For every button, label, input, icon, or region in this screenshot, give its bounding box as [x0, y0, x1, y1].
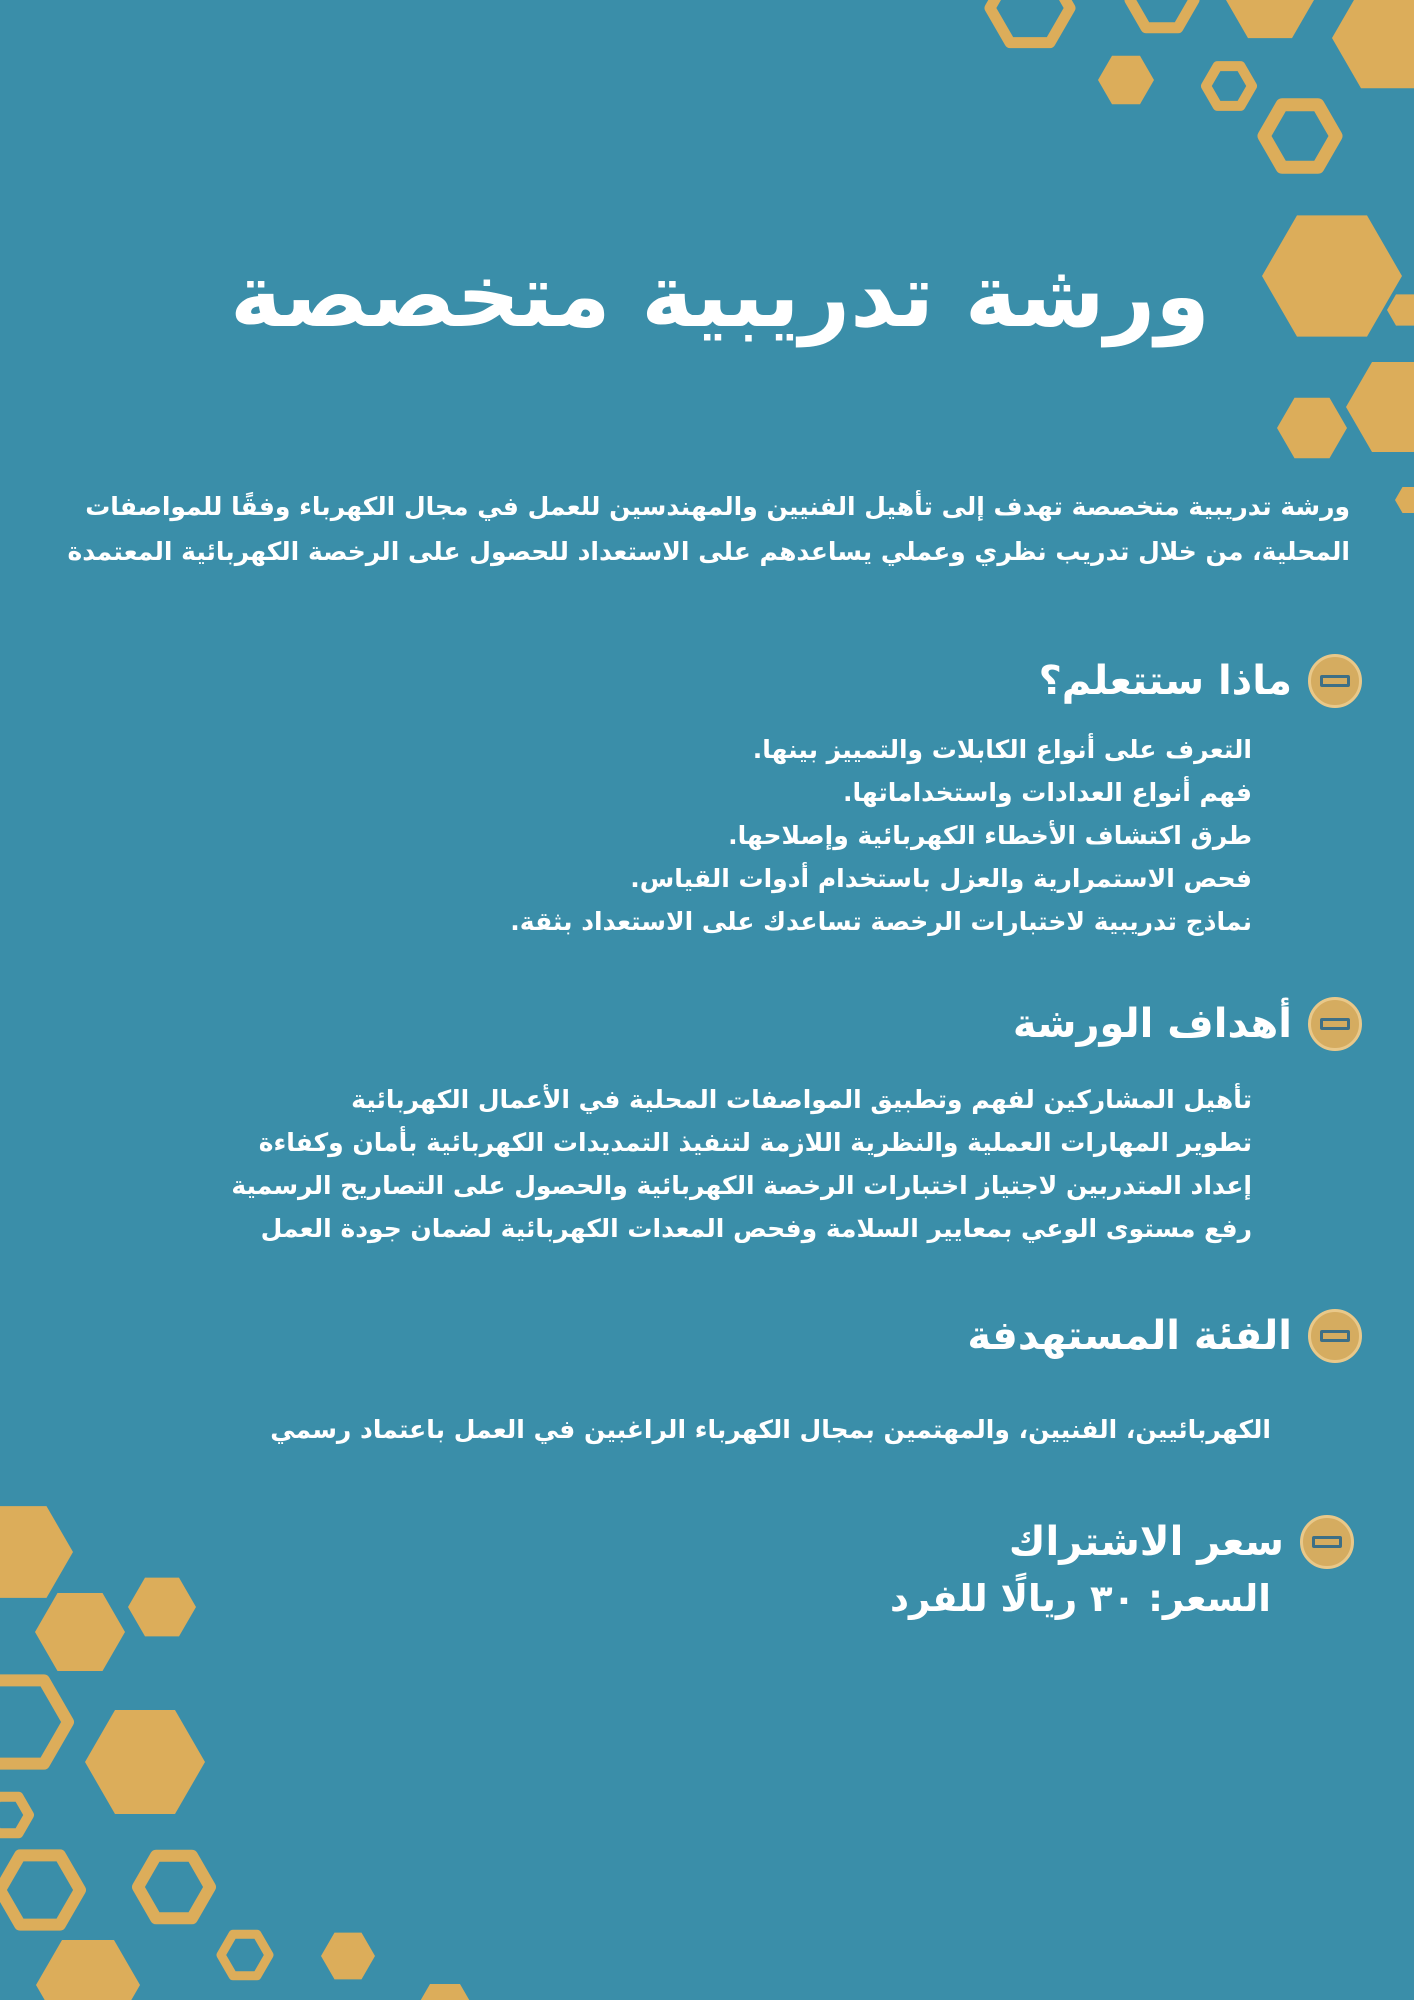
audience-heading: الفئة المستهدفة [967, 1313, 1292, 1359]
goals-heading: أهداف الورشة [1012, 1001, 1292, 1047]
list-item: التعرف على أنواع الكابلات والتمييز بينها. [752, 735, 1252, 764]
list-item: نماذج تدريبية لاختبارات الرخصة تساعدك على الاستعداد بثقة. [510, 907, 1252, 936]
minus-circle-icon [1308, 997, 1362, 1051]
list-item: إعداد المتدربين لاجتياز اختبارات الرخصة الكهربائية والحصول على التصاريح الرسمية [231, 1171, 1252, 1200]
minus-circle-icon [1308, 1309, 1362, 1363]
minus-circle-icon [1308, 654, 1362, 708]
minus-circle-icon [1300, 1515, 1354, 1569]
price-section-header [1009, 1515, 1354, 1569]
intro-paragraph: ورشة تدريبية متخصصة تهدف إلى تأهيل الفنيين والمهندسين للعمل في مجال الكهرباء وفقًا للمواصفات المحلية، من خلال تدريب نظري وعملي يساعدهم على الاستعداد للحصول على الرخصة الكهربائية المعتمدة [67, 492, 1350, 566]
list-item: تطوير المهارات العملية والنظرية اللازمة لتنفيذ التمديدات الكهربائية بأمان وكفاءة [258, 1128, 1252, 1157]
goals-list [102, 1078, 1252, 1250]
list-item: فهم أنواع العدادات واستخداماتها. [842, 778, 1252, 807]
learn-list [152, 728, 1252, 943]
list-item: رفع مستوى الوعي بمعايير السلامة وفحص المعدات الكهربائية لضمان جودة العمل [260, 1214, 1252, 1243]
audience-section-header [967, 1309, 1362, 1363]
audience-text: الكهربائيين، الفنيين، والمهتمين بمجال الكهرباء الراغبين في العمل باعتماد رسمي [270, 1415, 1271, 1444]
list-item: فحص الاستمرارية والعزل باستخدام أدوات القياس. [630, 864, 1252, 893]
learn-heading: ماذا ستتعلم؟ [1038, 658, 1292, 704]
price-text: السعر: ٣٠ ريالًا للفرد [889, 1577, 1271, 1620]
list-item: تأهيل المشاركين لفهم وتطبيق المواصفات المحلية في الأعمال الكهربائية [351, 1085, 1252, 1114]
learn-section-header [1039, 654, 1362, 708]
goals-section-header [1013, 997, 1362, 1051]
price-heading: سعر الاشتراك [1008, 1519, 1284, 1565]
list-item: طرق اكتشاف الأخطاء الكهربائية وإصلاحها. [728, 821, 1252, 850]
page-title: ورشة تدريبية متخصصة [230, 244, 1210, 347]
